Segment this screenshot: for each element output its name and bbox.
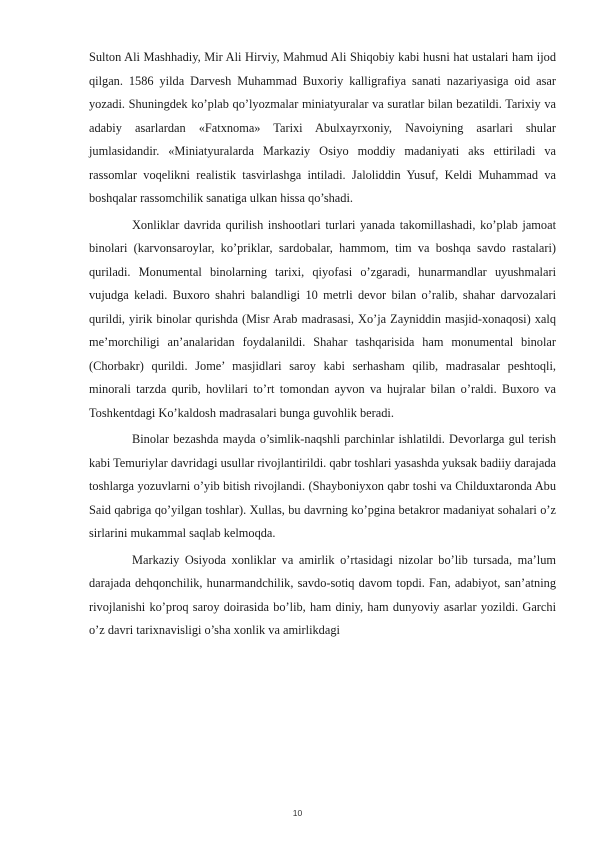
paragraph-3: Binolar bezashda mayda o’simlik-naqshli parchinlar ishlatildi. Devorlarga gul terish kabi Temuriylar davridagi usullar rivojlantirildi. qabr toshlari yasashda yuksak badiiy darajada toshlarga yozuvlarni o’yib bitish rivojlandi. (Shayboniyxon qabr toshi va Childuxtaronda Abu Said qabriga qo’yilgan toshlar). Xullas, bu davrning ko’pgina betakror madaniyat sohalari o’z sirlarini mukammal saqlab kelmoqda. [89, 432, 556, 540]
paragraph-1: Sulton Ali Mashhadiy, Mir Ali Hirviy, Mahmud Ali Shiqobiy kabi husni hat ustalari ham ijod qilgan. 1586 yilda Darvesh Muhammad Buxoriy kalligrafiya sanati nazariyasiga oid asar yozadi. Shuningdek ko’plab qo’lyozmalar miniatyuralar va suratlar bilan bezatildi. Tarixiy va adabiy asarlardan «Fatxnoma» Tarixi Abulxayrxoniy, Navoiyning asarlari shular jumlasidandir. «Miniatyuralarda Markaziy Osiyo moddiy madaniyati aks ettiriladi va rassomlar voqelikni realistik tasvirlashga intiladi. Jaloliddin Yusuf, Keldi Muhammad va boshqalar rassomchilik sanatiga ulkan hissa qo’shadi. [89, 50, 556, 205]
page-number: 10 [292, 808, 303, 818]
paragraph-2: Xonliklar davrida qurilish inshootlari turlari yanada takomillashadi, ko’plab jamoat binolari (karvonsaroylar, ko’priklar, sardobalar, hammom, tim va boshqa savdo rastalari) quriladi. Monumental binolarning tarixi, qiyofasi o’zgaradi, hunarmandlar uyushmalari vujudga keladi. Buxoro shahri balandligi 10 metrli devor bilan o’ralib, shahar darvozalari qurildi, yirik binolar qurishda (Misr Arab madrasasi, Xo’ja Zayniddin masjid-xonaqosi) xalq me’morchiligi an’analaridan foydalanildi. Shahar tashqarisida ham monumental binolar (Chorbakr) qurildi. Jome’ masjidlari saroy kabi serhasham qilib, madrasalar peshtoqli, minorali tarzda qurib, hovlilari to’rt tomondan ayvon va hujralar bilan o’raldi. Buxoro va Toshkentdagi Ko’kaldosh madrasalari bunga guvohlik beradi. [89, 217, 556, 420]
paragraph-4: Markaziy Osiyoda xonliklar va amirlik o’rtasidagi nizolar bo’lib tursada, ma’lum darajada dehqonchilik, hunarmandchilik, savdo-sotiq davom topdi. Fan, adabiyot, san’atning rivojlanishi ko’proq saroy doirasida bo’lib, ham diniy, ham dunyoviy asarlar yozildi. Garchi o’z davri tarixnavisligi o’sha xonlik va amirlikdagi [89, 552, 556, 637]
document-body [89, 46, 556, 646]
